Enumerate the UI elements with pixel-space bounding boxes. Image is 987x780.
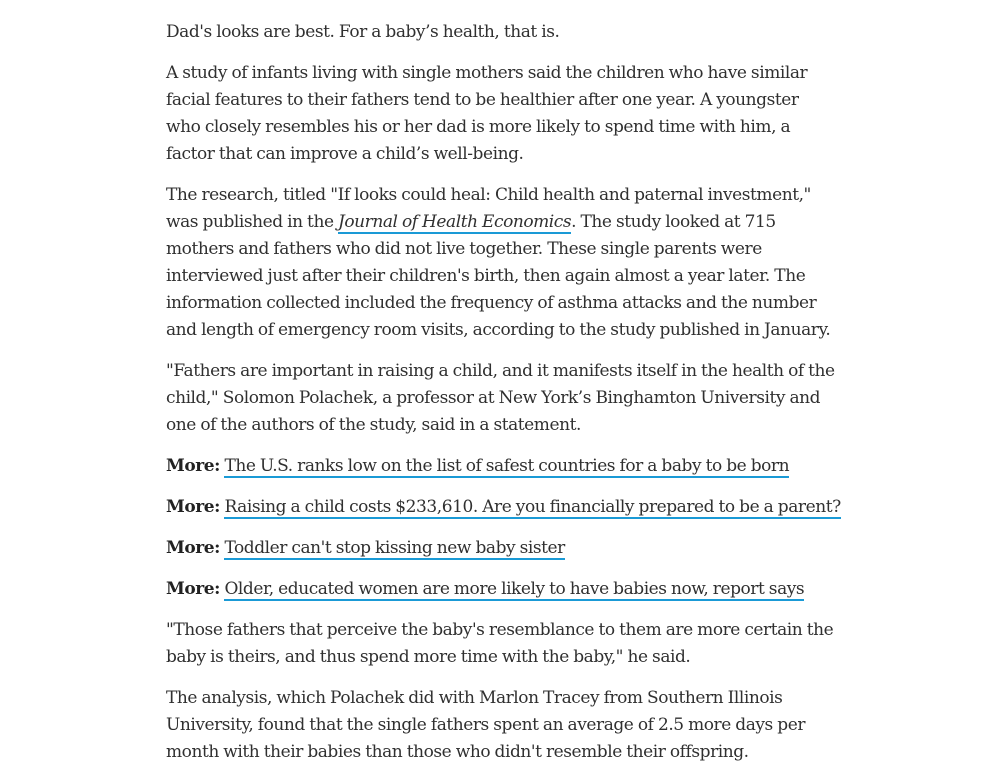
article-paragraph-intro: Dad's looks are best. For a baby’s health, that is. (166, 22, 560, 42)
more-label: More: (166, 456, 220, 476)
more-link-child-costs[interactable]: Raising a child costs $233,610. Are you financially prepared to be a parent? (224, 497, 841, 517)
more-item-2 (166, 494, 841, 521)
article-paragraph-study: A study of infants living with single mothers said the children who have similar facial features to their fathers tend to be healthier after one year. A youngster who closely resembles his or her dad is more likely to spend time with him, a factor that can improve a child’s well-being. (166, 63, 808, 164)
more-label: More: (166, 538, 220, 558)
article-body (166, 19, 841, 780)
more-item-4 (166, 576, 836, 603)
article-paragraph-research (166, 182, 836, 344)
article-paragraph-resemblance: "Those fathers that perceive the baby's resemblance to them are more certain the baby is theirs, and thus spend more time with the baby," he said. (166, 620, 834, 667)
more-link-toddler-kissing[interactable]: Toddler can't stop kissing new baby sister (224, 538, 565, 558)
more-item-1 (166, 453, 836, 480)
more-item-3 (166, 535, 836, 562)
journal-link[interactable]: Journal of Health Economics (338, 212, 572, 232)
research-text-before: The research, titled "If looks could heal: Child health and paternal investment," was published in the (166, 185, 811, 232)
research-text-after: . The study looked at 715 mothers and fathers who did not live together. These single parents were interviewed just after their children's birth, then again almost a year later. The information collected included the frequency of asthma attacks and the number and length of emergency room visits, according to the study published in January. (166, 212, 831, 340)
more-label: More: (166, 579, 220, 599)
more-label: More: (166, 497, 220, 517)
article-paragraph-quote: "Fathers are important in raising a child, and it manifests itself in the health of the child," Solomon Polachek, a professor at New York’s Binghamton University and one of the authors of the study, said in a statement. (166, 361, 835, 435)
more-link-older-women[interactable]: Older, educated women are more likely to have babies now, report says (224, 579, 805, 599)
more-link-safest-countries[interactable]: The U.S. ranks low on the list of safest countries for a baby to be born (224, 456, 790, 476)
article-paragraph-analysis: The analysis, which Polachek did with Marlon Tracey from Southern Illinois University, found that the single fathers spent an average of 2.5 more days per month with their babies than those who didn't resemble their offspring. (166, 688, 806, 762)
